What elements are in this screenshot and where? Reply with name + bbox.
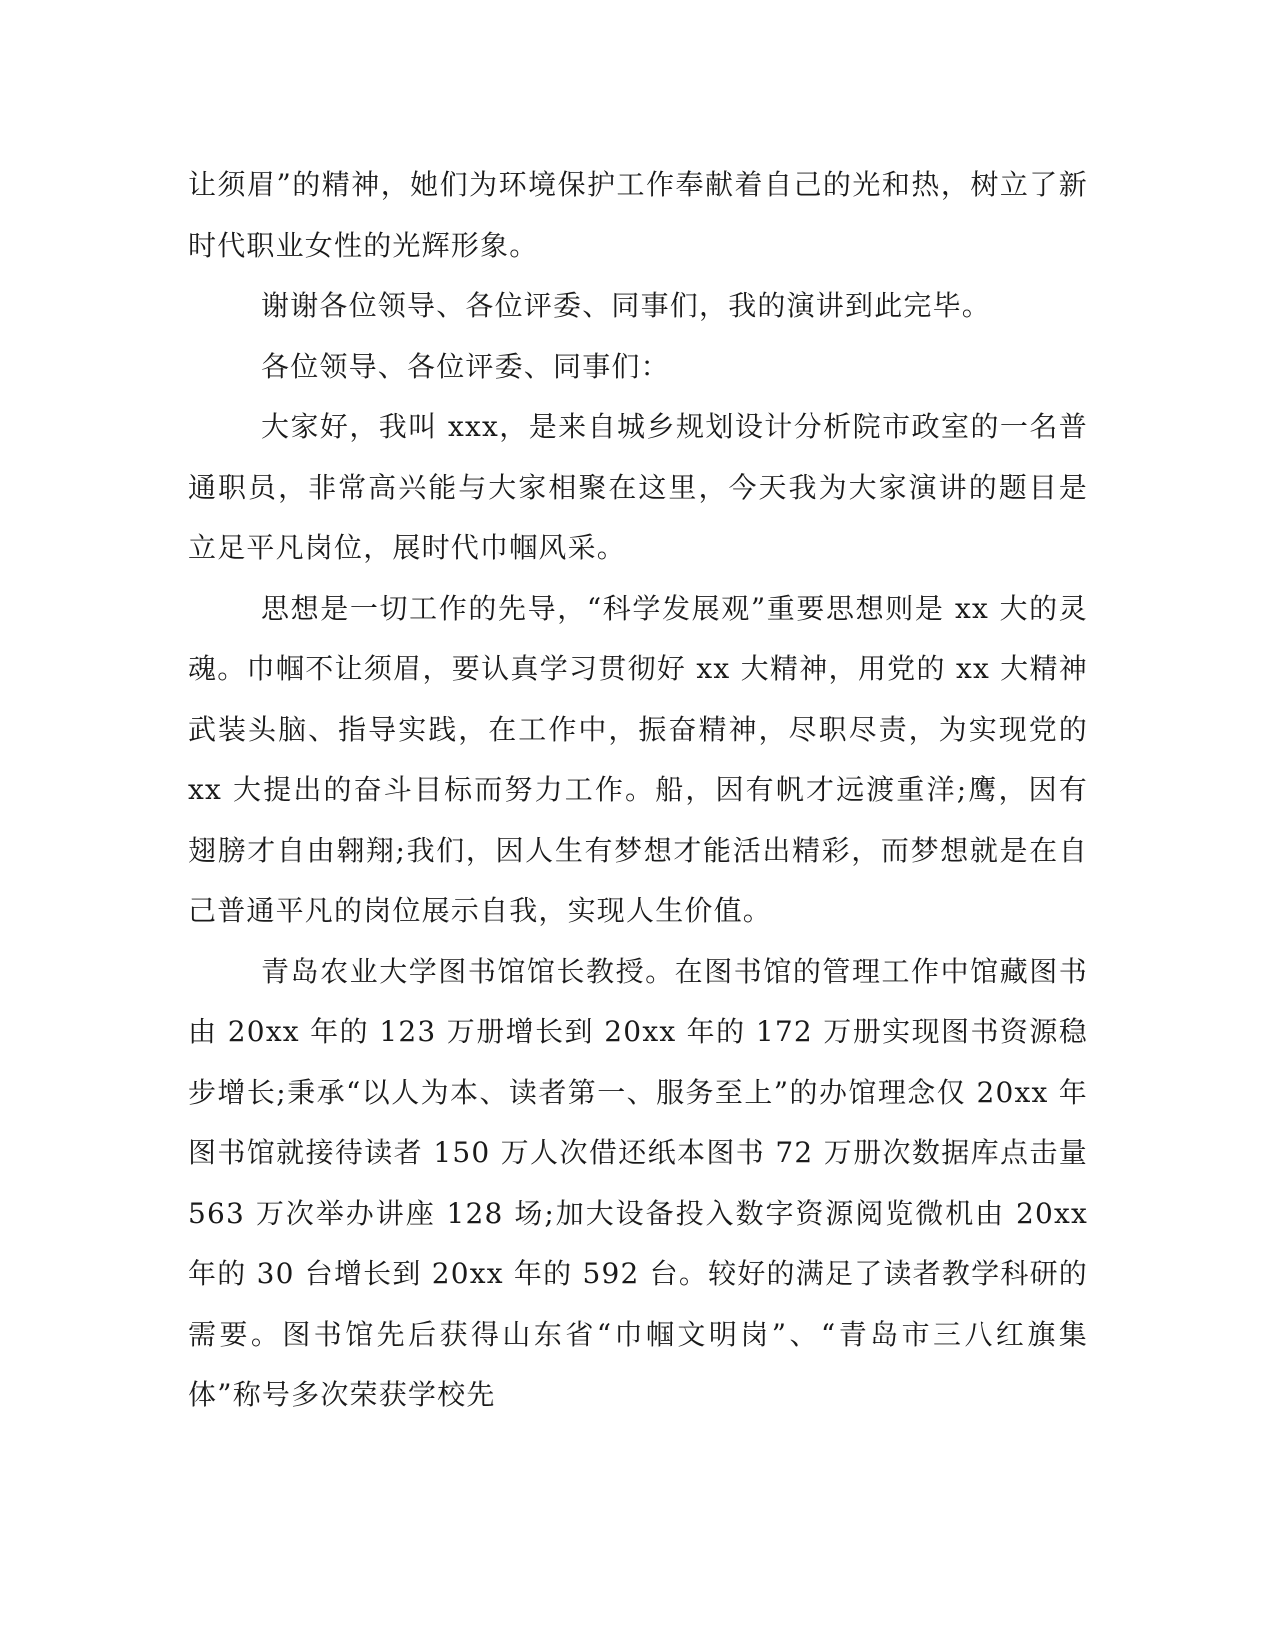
paragraph-5: 思想是一切工作的先导，“科学发展观”重要思想则是 xx 大的灵魂。巾帼不让须眉，要认真学习贯彻好 xx 大精神，用党的 xx 大精神武装头脑、指导实践，在工作中，振奋精神，尽职尽责，为实现党的 xx 大提出的奋斗目标而努力工作。船，因有帆才远渡重洋;鹰，因有翅膀才自由翱翔;我们，因人生有梦想才能活出精彩，而梦想就是在自己普通平凡的岗位展示自我，实现人生价值。 (188, 591, 1088, 927)
paragraph-3: 各位领导、各位评委、同事们： (261, 349, 670, 383)
paragraph-1: 让须眉”的精神，她们为环境保护工作奉献着自己的光和热，树立了新时代职业女性的光辉形象。 (188, 168, 1088, 262)
paragraph-2: 谢谢各位领导、各位评委、同事们，我的演讲到此完毕。 (261, 289, 992, 322)
document-body (188, 155, 1088, 1426)
paragraph-6: 青岛农业大学图书馆馆长教授。在图书馆的管理工作中馆藏图书由 20xx 年的 123 万册增长到 20xx 年的 172 万册实现图书资源稳步增长;秉承“以人为本、读者第一、服务至上”的办馆理念仅 20xx 年图书馆就接待读者 150 万人次借还纸本图书 72 万册次数据库点击量 563 万次举办讲座 128 场;加大设备投入数字资源阅览微机由 20xx 年的 30 台增长到 20xx 年的 592 台。较好的满足了读者教学科研的需要。图书馆先后获得山东省“巾帼文明岗”、“青岛市三八红旗集体”称号多次荣获学校先 (188, 954, 1088, 1411)
paragraph-4: 大家好，我叫 xxx，是来自城乡规划设计分析院市政室的一名普通职员，非常高兴能与大家相聚在这里，今天我为大家演讲的题目是立足平凡岗位，展时代巾帼风采。 (188, 410, 1088, 564)
